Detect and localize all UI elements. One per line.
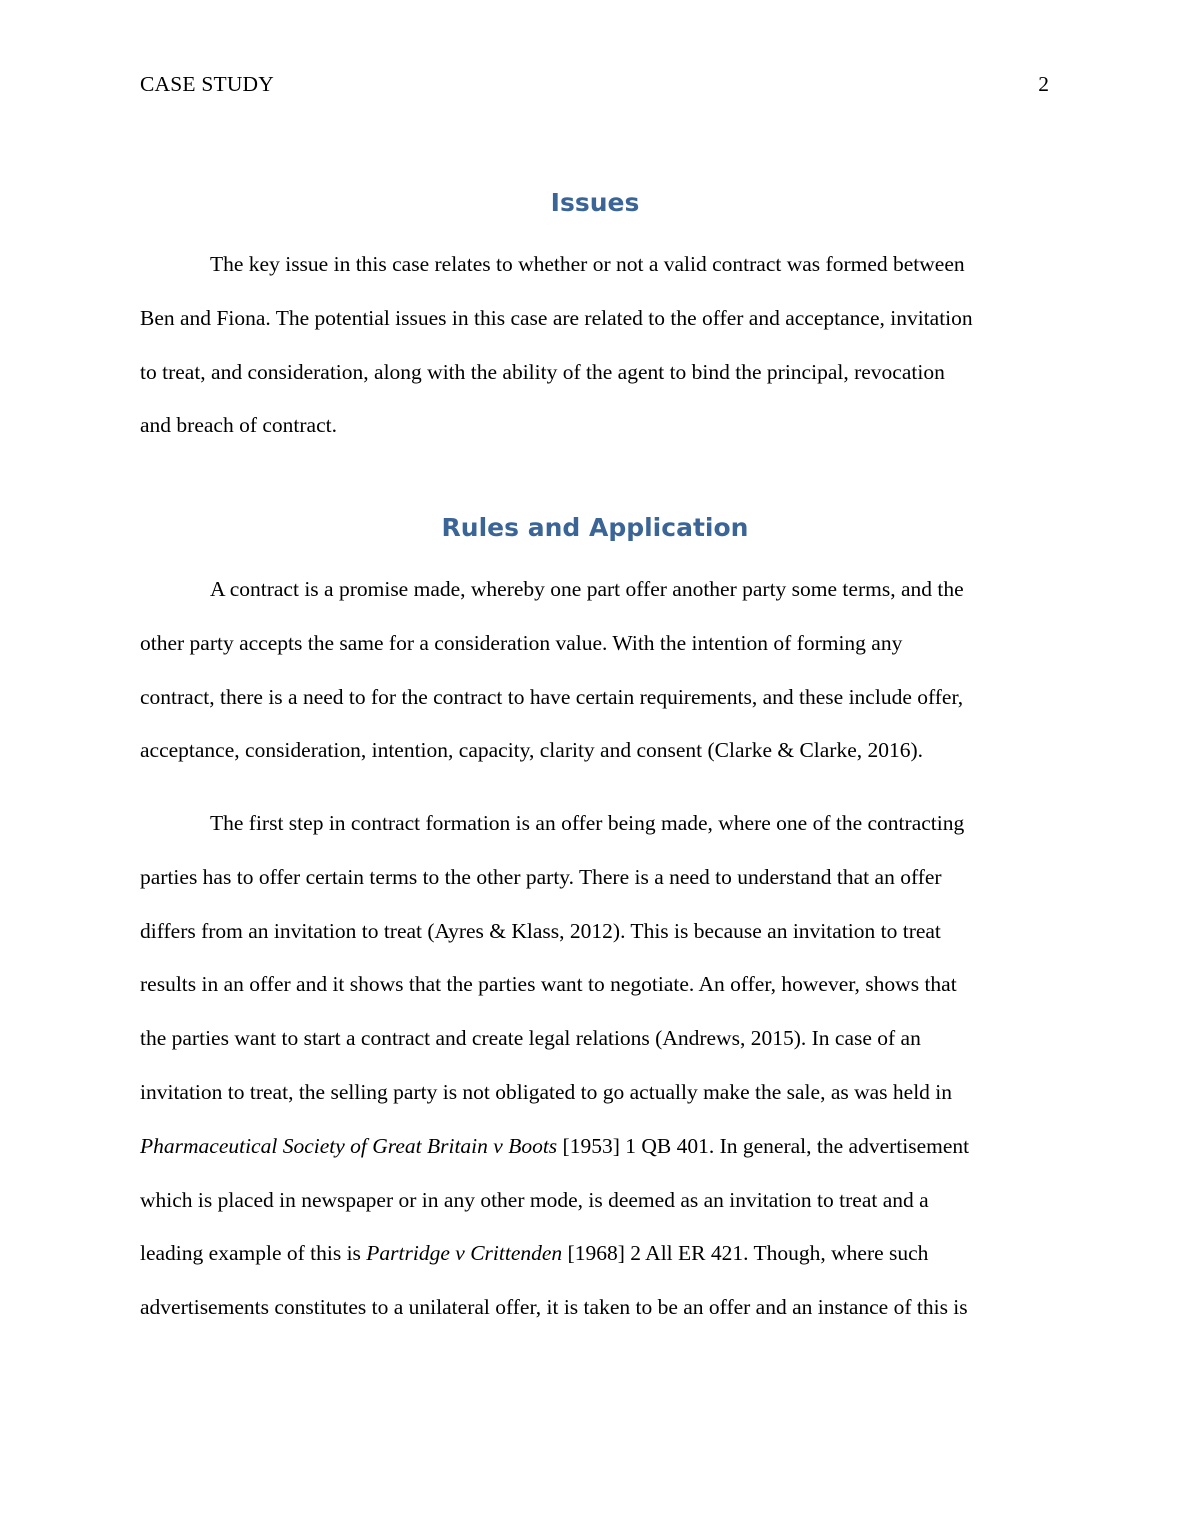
paragraph-line: to treat, and consideration, along with the ability of the agent to bind the principal, revocation xyxy=(140,359,945,384)
paragraph-line: differs from an invitation to treat (Ayres & Klass, 2012). This is because an invitation to treat xyxy=(140,918,941,943)
paragraph-line: acceptance, consideration, intention, capacity, clarity and consent (Clarke & Clarke, 2016). xyxy=(140,738,924,763)
paragraph-line: contract, there is a need to for the contract to have certain requirements, and these include offer, xyxy=(140,684,964,709)
paragraph-line: Ben and Fiona. The potential issues in this case are related to the offer and acceptance, invitation xyxy=(140,305,973,330)
paragraph-line: and breach of contract. xyxy=(140,413,337,438)
paragraph-line: the parties want to start a contract and create legal relations (Andrews, 2015). In case of an xyxy=(140,1026,921,1051)
paragraph-line: A contract is a promise made, whereby one part offer another party some terms, and the xyxy=(210,577,964,601)
paragraph-line: parties has to offer certain terms to the other party. There is a need to understand that an offer xyxy=(140,864,942,889)
citation-text: [1953] 1 QB 401. In general, the advertisement xyxy=(557,1133,970,1158)
line-text: leading example of this is xyxy=(140,1241,367,1266)
paragraph-contract-definition xyxy=(140,563,1050,778)
paragraph-issues xyxy=(140,238,1050,453)
page-number: 2 xyxy=(1038,72,1049,96)
paragraph-line: results in an offer and it shows that the parties want to negotiate. An offer, however, shows that xyxy=(140,972,957,997)
running-head: CASE STUDY xyxy=(140,72,275,96)
paragraph-line: which is placed in newspaper or in any other mode, is deemed as an invitation to treat and a xyxy=(140,1187,929,1212)
section-heading-issues: Issues xyxy=(550,188,640,217)
paragraph-line xyxy=(140,1227,1050,1281)
paragraph-line: The key issue in this case relates to whether or not a valid contract was formed between xyxy=(210,252,965,276)
case-citation-boots: Pharmaceutical Society of Great Britain v Boots xyxy=(140,1133,558,1158)
paragraph-line: other party accepts the same for a consideration value. With the intention of forming any xyxy=(140,630,903,655)
section-heading-rules-and-application: Rules and Application xyxy=(441,513,749,542)
paragraph-line: The first step in contract formation is an offer being made, where one of the contracting xyxy=(210,811,965,835)
case-citation-partridge: Partridge v Crittenden xyxy=(366,1241,563,1266)
paragraph-line: advertisements constitutes to a unilateral offer, it is taken to be an offer and an instance of this is xyxy=(140,1295,968,1320)
citation-text: [1968] 2 All ER 421. Though, where such xyxy=(562,1241,929,1266)
paragraph-line xyxy=(140,1120,1050,1174)
paragraph-line: invitation to treat, the selling party is not obligated to go actually make the sale, as was held in xyxy=(140,1079,953,1104)
paragraph-offer-formation xyxy=(140,797,1050,1335)
